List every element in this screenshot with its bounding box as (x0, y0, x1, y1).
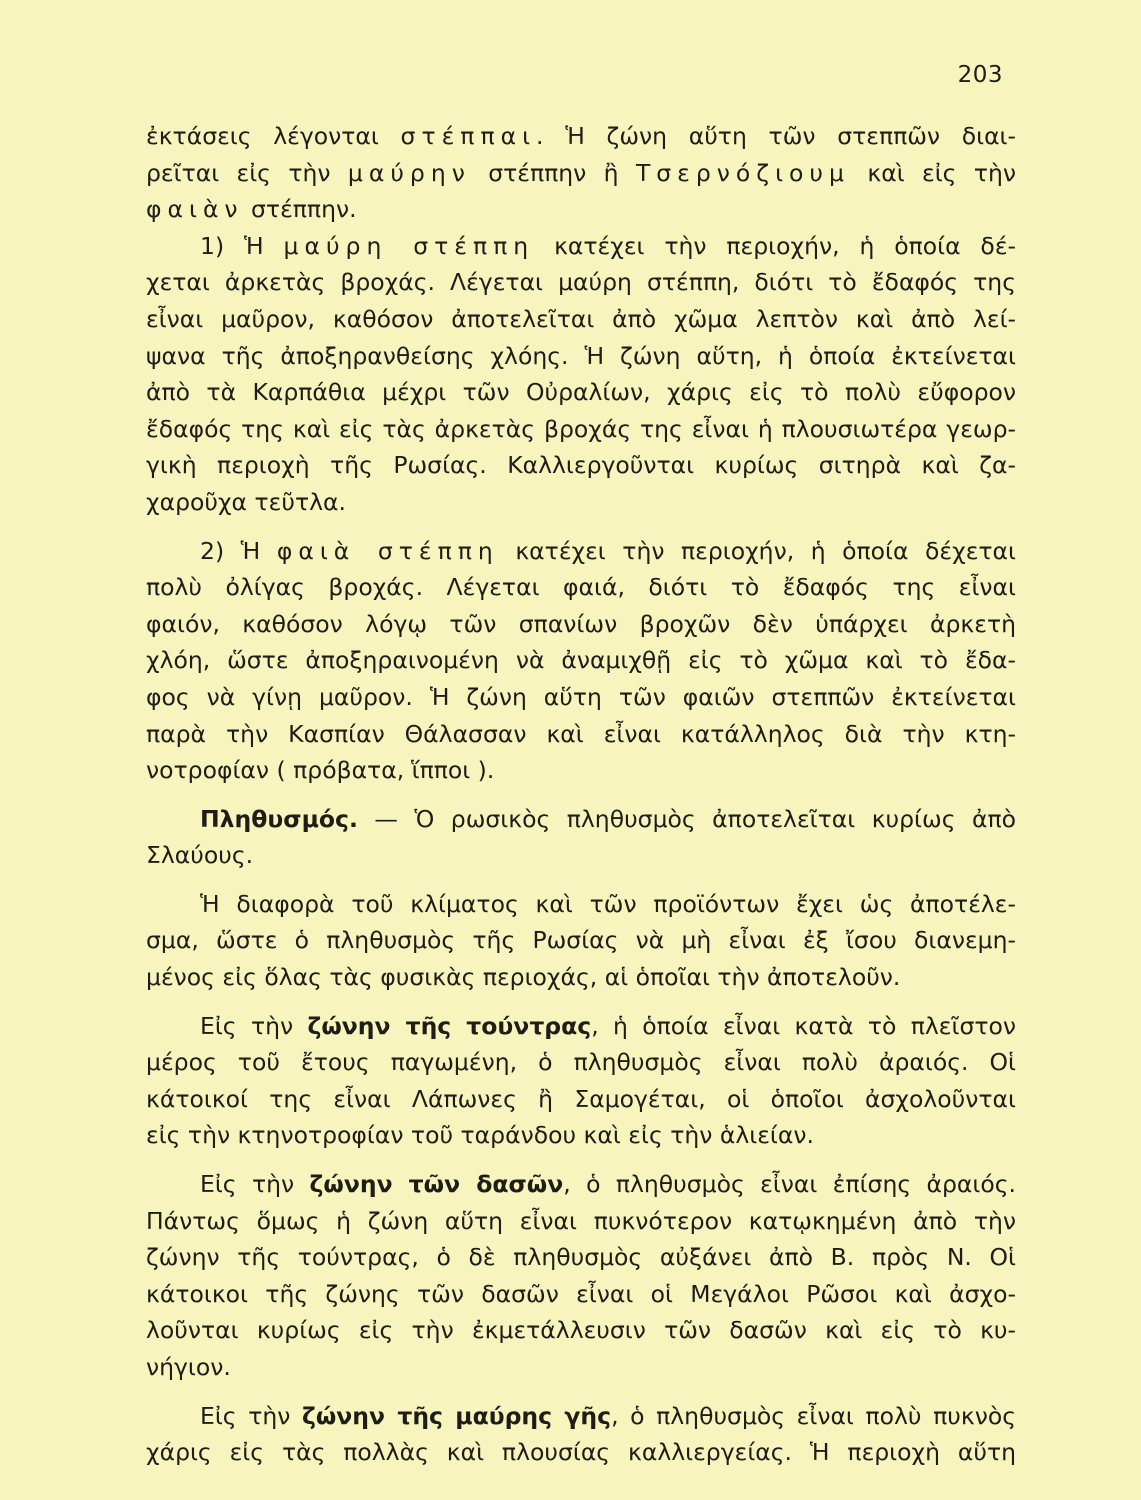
text-line (146, 191, 1016, 228)
text-line (146, 801, 1016, 838)
text-run: Εἰς τὴν (200, 1170, 310, 1199)
text-line: κάτοικοί της εἶναι Λάπωνες ἢ Σαμογέται, οἱ ὁποῖοι ἀσχολοῦνται (146, 1084, 1016, 1113)
spaced-term: Τσερνόζιουμ (635, 158, 850, 187)
paragraph-gap (146, 1154, 1016, 1166)
text-run: , ὁ πληθυσμὸς εἶναι πολὺ πυκνὸς (611, 1401, 1017, 1430)
text-run: — Ὁ ρωσικὸς πληθυσμὸς ἀποτελεῖται κυρίως ἀπὸ (357, 804, 1016, 833)
text-line: εἰς τὴν κτηνοτροφίαν τοῦ ταράνδου καὶ εἰς τὴν ἁλιείαν. (146, 1121, 814, 1150)
text-run: 1) Ἡ (200, 231, 284, 260)
text-line (146, 1398, 1016, 1435)
text-line: ἀπὸ τὰ Καρπάθια μέχρι τῶν Οὐραλίων, χάρις εἰς τὸ πολὺ εὔφορον (146, 378, 1016, 407)
paragraph-gap (146, 789, 1016, 801)
text-line: νοτροφίαν ( πρόβατα, ἵπποι ). (146, 756, 495, 785)
text-run: κατέχει τὴν περιοχήν, ἡ ὁποία δέχεται (498, 536, 1016, 565)
text-line (146, 533, 1016, 570)
text-line (146, 118, 1016, 155)
text-line: ψανα τῆς ἀποξηρανθείσης χλόης. Ἡ ζώνη αὕτη, ἡ ὁποία ἐκτείνεται (146, 341, 1016, 370)
text-run: , ἡ ὁποία εἶναι κατὰ τὸ πλεῖστον (591, 1011, 1016, 1040)
text-run: καὶ εἰς τὴν (849, 158, 1016, 187)
text-run: στέππην ἢ (470, 158, 636, 187)
text-line: χεται ἀρκετὰς βροχάς. Λέγεται μαύρη στέππη, διότι τὸ ἔδαφός της (146, 268, 1016, 297)
text-line: εἶναι μαῦρον, καθόσον ἀποτελεῖται ἀπὸ χῶμα λεπτὸν καὶ ἀπὸ λεί- (146, 304, 1016, 333)
spaced-term: φαιὰ στέππη (276, 536, 499, 565)
text-line: γικὴ περιοχὴ τῆς Ρωσίας. Καλλιεργοῦνται κυρίως σιτηρὰ καὶ ζα- (146, 451, 1016, 480)
page-number: 203 (957, 62, 1003, 88)
text-run: ἐκτάσεις λέγονται (146, 122, 401, 150)
text-run: Εἰς τὴν (200, 1011, 308, 1040)
text-line: σμα, ὥστε ὁ πληθυσμὸς τῆς Ρωσίας νὰ μὴ εἶναι ἐξ ἴσου διανεμη- (146, 926, 1016, 955)
text-run: Εἰς τὴν (200, 1401, 302, 1430)
text-line: μένος εἰς ὅλας τὰς φυσικὰς περιοχάς, αἱ ὁποῖαι τὴν ἀποτελοῦν. (146, 963, 901, 992)
text-line (146, 228, 1016, 265)
text-line: κάτοικοι τῆς ζώνης τῶν δασῶν εἶναι οἱ Μεγάλοι Ρῶσοι καὶ ἀσχο- (146, 1279, 1016, 1308)
text-line: χλόη, ὥστε ἀποξηραινομένη νὰ ἀναμιχθῇ εἰς τὸ χῶμα καὶ τὸ ἔδα- (146, 646, 1016, 675)
spaced-term: φαιὰν (146, 195, 244, 224)
spaced-term: μαύρη στέππη (283, 231, 535, 260)
text-line: νήγιον. (146, 1353, 231, 1381)
paragraph-gap (146, 874, 1016, 886)
text-run: στέππην. (243, 195, 357, 224)
spaced-term: μαύρην (347, 158, 471, 187)
text-line: χαροῦχα τεῦτλα. (146, 487, 346, 516)
spaced-term: στέππαι (400, 122, 537, 150)
text-line: φος νὰ γίνῃ μαῦρον. Ἡ ζώνη αὕτη τῶν φαιῶν στεππῶν ἐκτείνεται (146, 682, 1016, 711)
text-line (146, 1166, 1016, 1203)
text-run: κατέχει τὴν περιοχήν, ἡ ὁποία δέ- (534, 231, 1016, 260)
text-line: ἔδαφός της καὶ εἰς τὰς ἀρκετὰς βροχάς της εἶναι ἡ πλουσιωτέρα γεωρ- (146, 414, 1016, 443)
bold-term: ζώνην τῆς τούντρας (307, 1011, 592, 1040)
text-line: λοῦνται κυρίως εἰς τὴν ἐκμετάλλευσιν τῶν δασῶν καὶ εἰς τὸ κυ- (146, 1316, 1016, 1345)
text-run: ρεῖται εἰς τὴν (146, 158, 348, 187)
text-line: πολὺ ὀλίγας βροχάς. Λέγεται φαιά, διότι τὸ ἔδαφός της εἶναι (146, 573, 1016, 602)
text-run: , ὁ πληθυσμὸς εἶναι ἐπίσης ἀραιός. (563, 1170, 1016, 1199)
text-run: 2) Ἡ (200, 536, 277, 565)
text-line: Σλαύους. (146, 841, 254, 870)
text-line (146, 1008, 1016, 1045)
text-line: μέρος τοῦ ἔτους παγωμένη, ὁ πληθυσμὸς εἶναι πολὺ ἀραιός. Οἱ (146, 1048, 1016, 1077)
paragraph-gap (146, 996, 1016, 1008)
text-line: παρὰ τὴν Κασπίαν Θάλασσαν καὶ εἶναι κατάλληλος διὰ τὴν κτη- (146, 719, 1016, 748)
paragraph-gap (146, 1386, 1016, 1398)
text-line: ζώνην τῆς τούντρας, ὁ δὲ πληθυσμὸς αὐξάνει ἀπὸ Β. πρὸς Ν. Οἱ (146, 1243, 1016, 1272)
text-line (146, 155, 1016, 192)
bold-term: ζώνην τῆς μαύρης γῆς (301, 1401, 612, 1430)
text-run: . Ἡ ζώνη αὕτη τῶν στεππῶν διαι- (536, 122, 1016, 150)
bold-term: ζώνην τῶν δασῶν (309, 1170, 564, 1199)
text-line: χάρις εἰς τὰς πολλὰς καὶ πλουσίας καλλιεργείας. Ἡ περιοχὴ αὕτη (146, 1438, 1016, 1467)
text-line: Πάντως ὅμως ἡ ζώνη αὕτη εἶναι πυκνότερον κατῳκημένη ἀπὸ τὴν (146, 1206, 1016, 1235)
text-line: Ἡ διαφορὰ τοῦ κλίματος καὶ τῶν προϊόντων ἔχει ὡς ἀποτέλε- (200, 889, 1016, 918)
paragraph-gap (146, 521, 1016, 533)
section-heading: Πληθυσμός. (200, 804, 358, 833)
body-text (146, 118, 1016, 1471)
text-line: φαιόν, καθόσον λόγῳ τῶν σπανίων βροχῶν δὲν ὑπάρχει ἀρκετὴ (146, 609, 1016, 638)
